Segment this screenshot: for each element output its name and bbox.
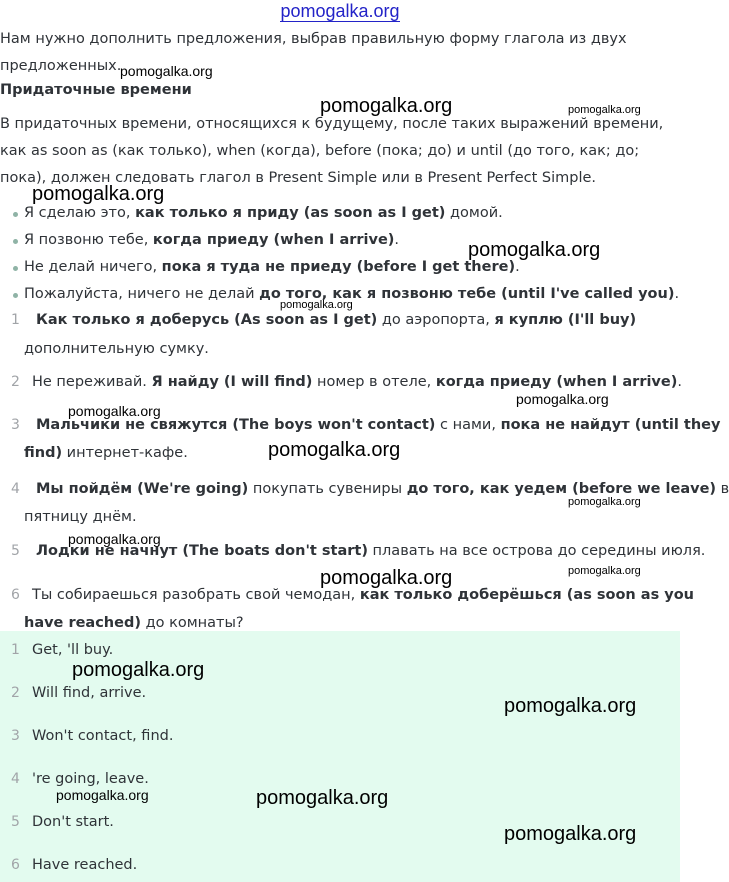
- watermark: pomogalka.org: [256, 787, 389, 809]
- watermark: pomogalka.org: [516, 391, 609, 407]
- list-item: Не делай ничего, пока я туда не приеду (before I get there).: [0, 254, 670, 281]
- watermark: pomogalka.org: [504, 695, 637, 717]
- bullet-icon: [13, 293, 18, 298]
- answers-panel: 1 Get, 'll buy. 2 Will find, arrive. 3 Won't contact, find. 4 're going, leave. 5 Don't start. 6 Have reached.: [0, 631, 680, 882]
- watermark: pomogalka.org: [568, 496, 641, 508]
- watermark: pomogalka.org: [32, 183, 165, 205]
- task-number: 6: [11, 587, 20, 603]
- watermark: pomogalka.org: [120, 63, 213, 79]
- task-number: 4: [11, 481, 20, 497]
- rule-text: В придаточных времени, относящихся к будущему, после таких выражений времени, как as soon as (как только), when (когда), before (пока; до) и until (до того, как; до; пока), должен следовать глагол в Present Simple или в Present Perfect Simple.: [0, 116, 664, 186]
- watermark: pomogalka.org: [504, 823, 637, 845]
- task-number: 5: [11, 543, 20, 559]
- watermark: pomogalka.org: [68, 403, 161, 419]
- watermark: pomogalka.org: [72, 659, 205, 681]
- watermark: pomogalka.org: [280, 299, 353, 311]
- watermark: pomogalka.org: [56, 787, 149, 803]
- list-item: Я сделаю это, как только я приду (as soon as I get) домой.: [0, 200, 670, 227]
- bullet-icon: [13, 266, 18, 271]
- task-number: 2: [11, 374, 20, 390]
- intro-text: Нам нужно дополнить предложения, выбрав правильную форму глагола из двух предложенных.: [0, 31, 627, 74]
- list-item: Я позвоню тебе, когда приеду (when I arrive).: [0, 227, 670, 254]
- watermark: pomogalka.org: [320, 567, 453, 589]
- section-title: Придаточные времени: [0, 82, 192, 98]
- bullet-icon: [13, 239, 18, 244]
- task-number: 1: [11, 312, 20, 328]
- list-item: Пожалуйста, ничего не делай до того, как я позвоню тебе (until I've called you).: [0, 281, 670, 308]
- bullet-icon: [13, 212, 18, 217]
- watermark: pomogalka.org: [468, 239, 601, 261]
- watermark: pomogalka.org: [68, 531, 161, 547]
- watermark: pomogalka.org: [268, 439, 401, 461]
- watermark: pomogalka.org: [568, 565, 641, 577]
- task-number: 3: [11, 417, 20, 433]
- watermark: pomogalka.org: [568, 104, 641, 116]
- site-header-link[interactable]: pomogalka.org: [280, 1, 400, 21]
- watermark: pomogalka.org: [320, 95, 453, 117]
